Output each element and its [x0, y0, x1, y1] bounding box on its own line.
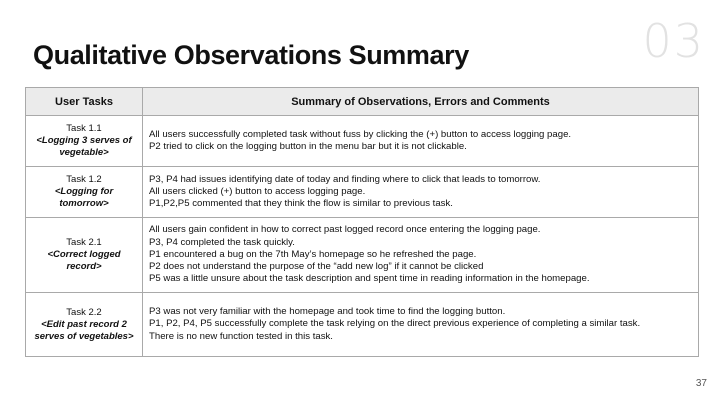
task-id: Task 1.2: [66, 174, 102, 185]
observation-line: P3, P4 completed the task quickly.: [149, 236, 295, 248]
observation-line: P2 does not understand the purpose of the “add new log” if it cannot be clicked: [149, 261, 484, 273]
observation-line: All users clicked (+) button to access logging page.: [149, 185, 366, 197]
observations-cell: [143, 116, 699, 167]
task-cell: [26, 116, 143, 167]
table-row: [26, 167, 699, 218]
observation-line: All users successfully completed task without fuss by clicking the (+) button to access logging page.: [149, 128, 572, 140]
task-cell: [26, 293, 143, 357]
observation-line: P3, P4 had issues identifying date of today and finding where to click that leads to tomorrow.: [149, 173, 541, 185]
task-description: <Logging 3 serves of vegetable>: [36, 135, 132, 158]
task-description: <Correct logged record>: [47, 249, 121, 272]
task-cell: [26, 167, 143, 218]
header-summary: Summary of Observations, Errors and Comments: [143, 88, 699, 116]
observations-cell: [143, 167, 699, 218]
observation-line: All users gain confident in how to correct past logged record once entering the logging page.: [149, 224, 541, 236]
table-row: [26, 293, 699, 357]
task-description: <Edit past record 2 serves of vegetables>: [34, 318, 134, 342]
observation-line: There is no new function tested in this task.: [149, 330, 333, 342]
observation-line: P3 was not very familiar with the homepage and took time to find the logging button.: [149, 306, 506, 318]
observation-line: P1 encountered a bug on the 7th May’s homepage so he refreshed the page.: [149, 248, 477, 260]
page-title: Qualitative Observations Summary: [33, 40, 469, 70]
header-user-tasks: User Tasks: [26, 88, 143, 116]
observation-line: P1, P2, P4, P5 successfully complete the task relying on the direct previous experience of completing a similar task.: [149, 318, 641, 330]
observation-line: P2 tried to click on the logging button in the menu bar but it is not clickable.: [149, 141, 467, 152]
table-row: [26, 218, 699, 293]
table-row: [26, 116, 699, 167]
observation-line: P1,P2,P5 commented that they think the flow is similar to previous task.: [149, 198, 453, 210]
table-header-row: [26, 88, 699, 116]
task-description: <Logging for tomorrow>: [54, 186, 114, 209]
observations-table: [25, 87, 699, 357]
section-number: 03: [642, 14, 705, 68]
task-id: Task 2.2: [66, 306, 102, 318]
observations-cell: [143, 218, 699, 293]
observations-cell: [143, 293, 699, 357]
task-id: Task 1.1: [66, 123, 102, 134]
page-number: 37: [695, 378, 707, 389]
task-id: Task 2.1: [66, 237, 102, 248]
observation-line: P5 was a little unsure about the task description and spent time in reading information in the homepage.: [149, 273, 590, 285]
task-cell: [26, 218, 143, 293]
